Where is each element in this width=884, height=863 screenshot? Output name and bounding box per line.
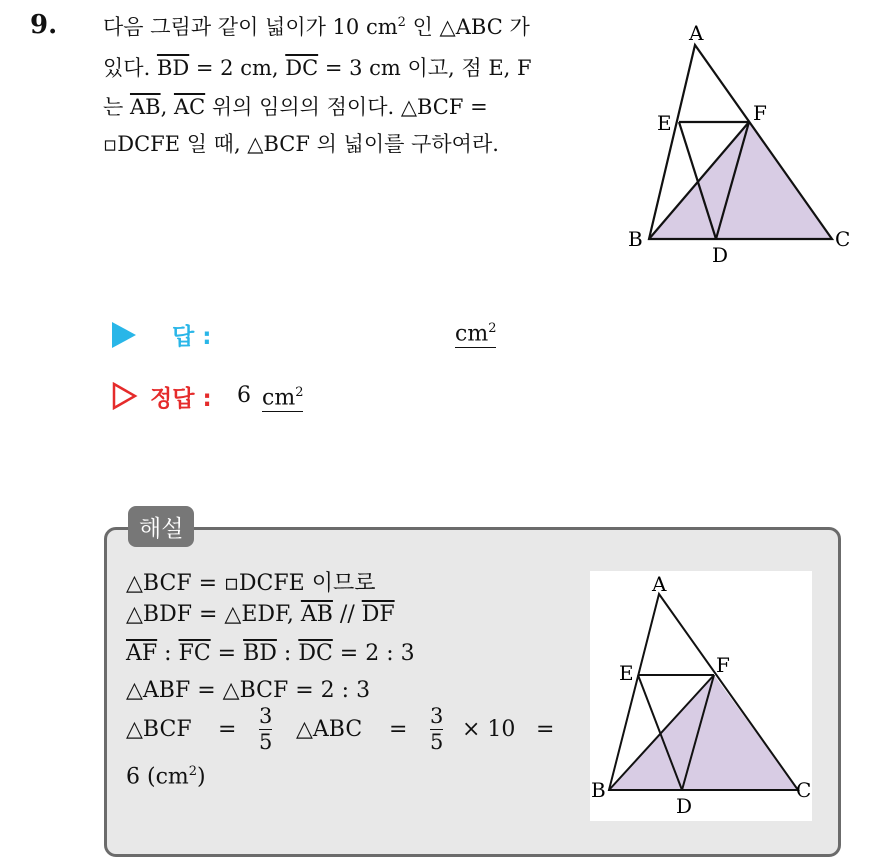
question-line-4: ▫DCFE 일 때, △BCF 의 넓이를 구하여라. xyxy=(103,132,499,156)
label-f-2: F xyxy=(716,653,730,677)
answer-label: 답 : xyxy=(172,324,212,350)
label-f: F xyxy=(753,101,767,125)
label-e: E xyxy=(657,111,672,135)
label-a: A xyxy=(689,21,704,45)
correct-arrow-icon xyxy=(112,382,138,410)
correct-unit: $cm^2$ xyxy=(262,380,303,412)
label-b-2: B xyxy=(591,778,606,802)
explanation-line-3: $\overline{AF}$ : $\overline{FC} = \overline{BD}$ : $\overline{DC} = 2$ : 3 xyxy=(126,641,415,666)
correct-label: 정답 : xyxy=(150,386,212,412)
explanation-eq-1: = xyxy=(218,717,237,742)
question-line-2: 있다. $\overline{BD} = 2$ cm, $\overline{DC} = 3$ cm 이고, 점 E, F xyxy=(103,56,532,80)
triangle-bcf-fill xyxy=(649,122,832,239)
label-e-2: E xyxy=(619,661,634,685)
fraction-1: $\frac{3}{5}$ xyxy=(259,704,273,754)
label-d-2: D xyxy=(676,794,693,818)
answer-arrow-icon xyxy=(112,322,136,348)
fraction-2: $\frac{3}{5}$ xyxy=(430,704,444,754)
question-line-1: 다음 그림과 같이 넓이가 10 $cm^2$ 인 △ABC 가 xyxy=(103,15,530,39)
label-a-2: A xyxy=(652,572,667,596)
label-b: B xyxy=(628,227,643,251)
question-number: 9. xyxy=(30,10,58,40)
explanation-line-2: △BDF = △EDF, $\overline{AB} // \overline{DF}$ xyxy=(126,602,395,627)
explanation-tag: 해설 xyxy=(128,506,194,547)
explanation-line-5-mid: △ABC xyxy=(296,717,363,742)
explanation-figure xyxy=(590,571,812,821)
explanation-line-4: △ABF = △BCF = 2 : 3 xyxy=(126,678,371,703)
explanation-line-6: 6 $(cm^2)$ xyxy=(126,764,206,790)
label-d: D xyxy=(712,243,729,267)
explanation-eq-3: = xyxy=(536,717,555,742)
answer-unit[interactable]: $cm^2$ xyxy=(455,316,496,348)
question-line-3: 는 $\overline{AB}$, $\overline{AC}$ 위의 임의의 점이다. △BCF = xyxy=(103,95,488,119)
explanation-times: × 10 xyxy=(462,717,516,742)
explanation-line-5-left: △BCF xyxy=(126,717,192,742)
explanation-eq-2: = xyxy=(389,717,408,742)
question-figure xyxy=(620,20,860,270)
label-c: C xyxy=(835,227,851,251)
triangle-bcf-fill-2 xyxy=(609,675,798,790)
label-c-2: C xyxy=(796,778,812,802)
correct-value: 6 xyxy=(237,383,251,408)
explanation-line-1: △BCF = ▫DCFE 이므로 xyxy=(126,571,376,596)
